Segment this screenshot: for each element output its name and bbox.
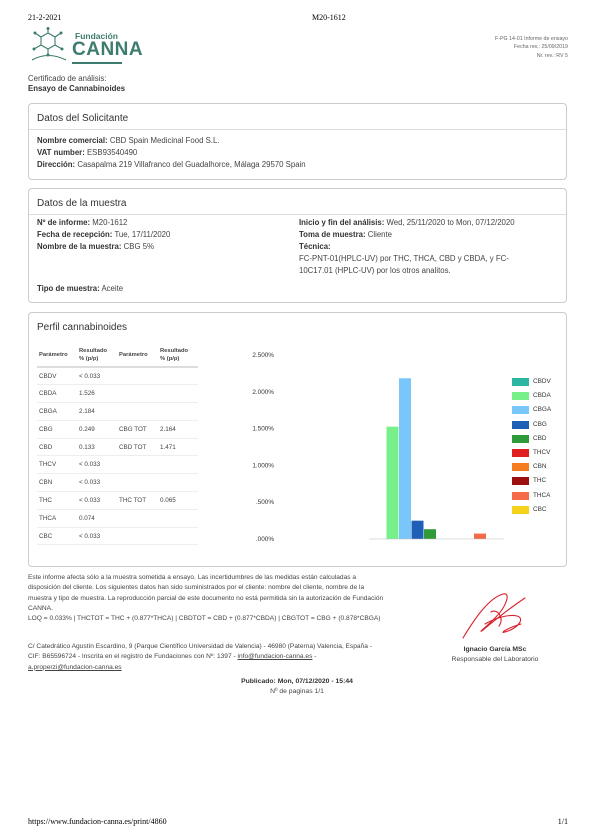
muestra-title: Datos de la muestra <box>29 189 566 215</box>
table-row <box>37 527 198 545</box>
legend-item <box>512 462 592 472</box>
solicitante-vat: ESB93540490 <box>86 148 138 157</box>
cell-result: < 0.033 <box>77 367 117 385</box>
perfil-card <box>28 312 567 567</box>
legend-item <box>512 405 592 415</box>
form-ref-revision: Nr. rev.: RV 5 <box>536 52 568 59</box>
disclaimer-line4: CANNA. <box>28 604 53 612</box>
disclaimer-line3: muestra y tipo de muestra. La reproducción parcial de este documento no está permitida sin la autorización de Fundación <box>28 594 384 602</box>
legend-swatch <box>512 392 529 400</box>
cell-param: CBD <box>37 438 77 456</box>
signature-image <box>455 588 535 644</box>
legend-label: THCV <box>533 449 551 456</box>
y-tick-label: 1.000% <box>252 462 274 470</box>
address-separator: - <box>312 653 317 661</box>
signer-role: Responsable del Laboratorio <box>451 656 539 663</box>
form-reference <box>495 35 568 60</box>
cell-param-total: CBG TOT <box>117 420 158 438</box>
legend-swatch <box>512 435 529 443</box>
results-header-row <box>37 343 198 367</box>
cell-result: 1.526 <box>77 385 117 403</box>
cell-result-total <box>158 474 198 492</box>
header-param: Parámetro <box>37 343 77 367</box>
legend-swatch <box>512 378 529 386</box>
recepcion-label: Fecha de recepción: <box>37 230 113 239</box>
legend-swatch <box>512 421 529 429</box>
recepcion-date: Tue, 17/11/2020 <box>114 230 171 239</box>
chart-legend <box>512 377 567 527</box>
cell-result-total: 0.065 <box>158 492 198 510</box>
informe-number: M20-1612 <box>92 218 128 227</box>
published-date: Publicado: Mon, 07/12/2020 - 15:44 <box>241 678 353 685</box>
header-result-line2: % (p/p) <box>79 355 99 362</box>
bar-cbg <box>412 521 424 539</box>
legend-label: CBN <box>533 463 547 471</box>
cell-result-total <box>158 509 198 527</box>
informe-label: Nº de informe: <box>37 218 91 227</box>
legend-swatch <box>512 406 529 414</box>
cell-param: THCA <box>37 509 77 527</box>
y-tick-label: 2.000% <box>252 388 274 396</box>
disclaimer <box>28 573 418 624</box>
table-row <box>37 438 198 456</box>
cell-param: CBG <box>37 420 77 438</box>
logo-text-fundacion: Fundación <box>75 31 118 41</box>
cell-param-total <box>117 527 158 545</box>
published-block <box>0 677 594 697</box>
solicitante-name-label: Nombre comercial: <box>37 136 108 145</box>
y-tick-label: .000% <box>255 536 274 543</box>
loq-formula: LOQ = 0.033% | THCTOT = THC + (0.877*THCA) | CBDTOT = CBD + (0.877*CBDA) | CBGTOT = CBG + (0.878*CBGA) <box>28 615 381 623</box>
solicitante-name: CBD Spain Medicinal Food S.L. <box>109 136 220 145</box>
analisis-label: Inicio y fin del análisis: <box>299 218 385 227</box>
tipo-label: Tipo de muestra: <box>37 284 100 293</box>
header-result2-line1: Resultado <box>160 347 189 354</box>
cell-param-total: CBD TOT <box>117 438 158 456</box>
logo-underline <box>72 62 122 64</box>
y-tick-label: 2.500% <box>252 352 274 359</box>
table-row <box>37 367 198 385</box>
legend-label: CBD <box>533 434 547 442</box>
cell-result-total: 1.471 <box>158 438 198 456</box>
legend-swatch <box>512 492 529 500</box>
cell-param-total <box>117 367 158 385</box>
cell-result-total: 2.164 <box>158 420 198 438</box>
header-result <box>77 343 117 367</box>
cell-param: CBDA <box>37 385 77 403</box>
cell-result-total <box>158 456 198 474</box>
print-date: 21-2-2021 <box>28 13 62 22</box>
results-table <box>37 343 198 545</box>
legend-item <box>512 505 592 515</box>
address-cif: CIF: B65596724 - Inscrita en el registro de Fundaciones con Nº: 1397 - <box>28 653 238 661</box>
legend-item <box>512 448 592 458</box>
legend-label: THC <box>533 477 547 485</box>
form-ref-date: Fecha rev.: 25/09/2019 <box>513 44 568 51</box>
cell-param-total <box>117 385 158 403</box>
print-page-number: 1/1 <box>557 817 568 826</box>
cell-param-total <box>117 403 158 421</box>
certificate-title <box>28 74 125 94</box>
legend-item <box>512 491 592 501</box>
cell-result: 0.133 <box>77 438 117 456</box>
cell-result-total <box>158 403 198 421</box>
legend-label: CBDA <box>533 392 551 400</box>
cell-result: < 0.033 <box>77 456 117 474</box>
legend-item <box>512 434 592 444</box>
cell-param-total <box>117 456 158 474</box>
solicitante-card <box>28 103 567 180</box>
cell-param-total: THC TOT <box>117 492 158 510</box>
table-row <box>37 403 198 421</box>
bar-cbda <box>387 427 399 539</box>
cell-param: CBGA <box>37 403 77 421</box>
table-row <box>37 509 198 527</box>
certificate-title-line1: Certificado de análisis: <box>28 74 107 83</box>
y-tick-label: .500% <box>255 499 274 507</box>
cell-result: 2.184 <box>77 403 117 421</box>
certificate-title-line2: Ensayo de Cannabinoides <box>28 84 126 93</box>
bar-cbd <box>424 529 436 539</box>
legend-item <box>512 476 592 486</box>
logo-text-canna: CANNA <box>72 39 144 60</box>
perfil-title: Perfil cannabinoides <box>37 322 128 333</box>
print-title: M20-1612 <box>312 13 346 22</box>
sample-name: CBG 5% <box>123 242 155 251</box>
legend-swatch <box>512 463 529 471</box>
page-count: Nº de paginas 1/1 <box>270 688 324 695</box>
tecnica-line2: 10C17.01 (HPLC-UV) por los otros analitos. <box>299 266 451 275</box>
legend-swatch <box>512 449 529 457</box>
fundacion-canna-logo <box>28 27 144 65</box>
table-row <box>37 420 198 438</box>
tipo-value: Aceite <box>101 284 124 293</box>
solicitante-title: Datos del Solicitante <box>29 104 566 130</box>
sample-name-label: Nombre de la muestra: <box>37 242 122 251</box>
header-result2 <box>158 343 198 367</box>
table-row <box>37 385 198 403</box>
legend-label: CBG <box>533 420 547 428</box>
legend-label: CBGA <box>533 406 552 414</box>
form-ref-code: F-PG 14-01 Informe de ensayo <box>494 36 568 42</box>
cell-result: < 0.033 <box>77 527 117 545</box>
cell-param: THC <box>37 492 77 510</box>
legend-item <box>512 391 592 401</box>
address-line1: C/ Catedrático Agustín Escardino, 9 (Parque Científico Universidad de Valencia) - 46980 (Paterna) Valencia, España - <box>28 643 372 650</box>
bar-cbga <box>399 378 411 539</box>
legend-label: CBDV <box>533 378 551 385</box>
cell-param-total <box>117 509 158 527</box>
legend-swatch <box>512 477 529 485</box>
cell-result: 0.074 <box>77 509 117 527</box>
legend-item <box>512 420 592 430</box>
cell-result-total <box>158 527 198 545</box>
solicitante-vat-label: VAT number: <box>37 148 85 157</box>
toma-value: Cliente <box>367 230 393 239</box>
email-properzi-link[interactable]: a.properzi@fundacion-canna.es <box>28 663 122 671</box>
molecule-icon <box>28 27 68 65</box>
table-row <box>37 456 198 474</box>
legend-item <box>512 377 592 387</box>
address-block <box>28 642 418 673</box>
disclaimer-line1: Este informe afecta sólo a la muestra sometida a ensayo. Las incertidumbres de las medidas están calculadas a <box>28 574 357 581</box>
cell-param-total <box>117 474 158 492</box>
muestra-card <box>28 188 567 303</box>
header-result2-line2: % (p/p) <box>160 355 180 362</box>
legend-label: THCA <box>533 491 551 499</box>
analisis-dates: Wed, 25/11/2020 to Mon, 07/12/2020 <box>386 218 515 227</box>
disclaimer-line2: disposición del cliente. Los siguientes datos han sido suministrados por el cliente: nombre del cliente, nombre de la <box>28 584 365 592</box>
table-row <box>37 492 198 510</box>
cell-result-total <box>158 385 198 403</box>
cell-result: < 0.033 <box>77 474 117 492</box>
legend-label: CBC <box>533 505 547 513</box>
header-result-line1: Resultado <box>79 347 108 354</box>
signer-block <box>440 645 550 665</box>
legend-swatch <box>512 506 529 514</box>
email-info-link[interactable]: info@fundacion-canna.es <box>237 653 313 661</box>
toma-label: Toma de muestra: <box>299 230 366 239</box>
cell-param: CBN <box>37 474 77 492</box>
header-param2: Parámetro <box>117 343 158 367</box>
cell-param: CBDV <box>37 367 77 385</box>
solicitante-address-label: Dirección: <box>37 160 76 169</box>
print-url: https://www.fundacion-canna.es/print/4860 <box>28 817 167 826</box>
cell-param: CBC <box>37 527 77 545</box>
tecnica-label: Técnica: <box>299 242 331 251</box>
cell-param: THCV <box>37 456 77 474</box>
signer-name: Ignacio García MSc <box>463 646 527 653</box>
cell-result: 0.249 <box>77 420 117 438</box>
bar-thca <box>474 534 486 539</box>
y-tick-label: 1.500% <box>252 425 274 433</box>
tecnica-line1: FC-PNT-01(HPLC-UV) por THC, THCA, CBD y CBDA, y FC- <box>299 254 509 263</box>
cell-result-total <box>158 367 198 385</box>
table-row <box>37 474 198 492</box>
solicitante-address: Casapalma 219 Villafranco del Guadalhorce, Málaga 29570 Spain <box>77 160 306 169</box>
cell-result: < 0.033 <box>77 492 117 510</box>
